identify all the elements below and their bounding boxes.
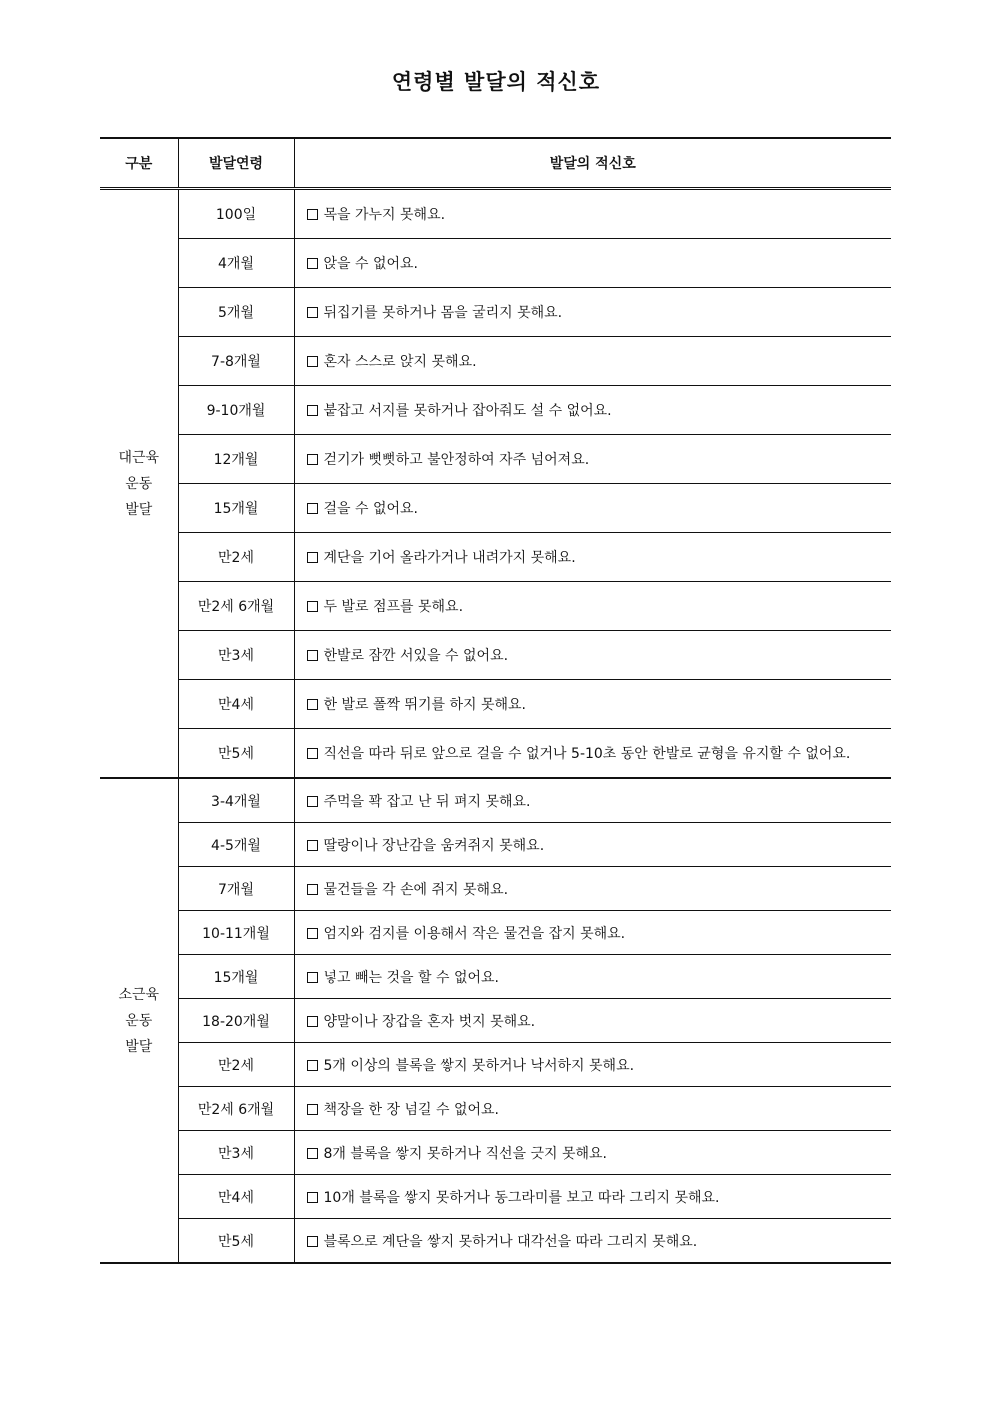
table-row [100,189,891,239]
age-cell: 만2세 [178,533,294,582]
sign-cell [294,1131,891,1175]
age-cell: 3-4개월 [178,778,294,823]
sign-cell [294,729,891,779]
header-category: 구분 [100,138,178,189]
checkbox-icon [307,1104,318,1115]
age-cell: 10-11개월 [178,911,294,955]
table-row [100,680,891,729]
age-cell: 12개월 [178,435,294,484]
age-cell: 9-10개월 [178,386,294,435]
checkbox-icon [307,1148,318,1159]
category-label-line: 발달 [125,1038,153,1055]
category-cell [100,189,178,779]
checkbox-icon [307,884,318,895]
age-cell: 15개월 [178,955,294,999]
age-cell: 만2세 [178,1043,294,1087]
age-cell: 4개월 [178,239,294,288]
checkbox-icon [307,552,318,563]
age-cell: 100일 [178,189,294,239]
sign-cell [294,867,891,911]
checkbox-icon [307,972,318,983]
table-header-row [100,138,891,189]
checkbox-icon [307,1016,318,1027]
sign-text: 앉을 수 없어요. [323,256,418,272]
sign-cell [294,911,891,955]
header-age: 발달연령 [178,138,294,189]
sign-cell [294,288,891,337]
category-label-line: 발달 [125,501,153,518]
sign-text: 목을 가누지 못해요. [323,207,446,223]
page-title: 연령별 발달의 적신호 [391,70,601,94]
sign-text: 뒤집기를 못하거나 몸을 굴리지 못해요. [323,305,563,321]
table-row [100,1219,891,1264]
age-cell: 5개월 [178,288,294,337]
sign-cell [294,582,891,631]
table-row [100,288,891,337]
table-row [100,823,891,867]
sign-text: 엄지와 검지를 이용해서 작은 물건을 잡지 못해요. [323,925,626,942]
sign-cell [294,680,891,729]
sign-cell [294,778,891,823]
table-row [100,1131,891,1175]
table-row [100,337,891,386]
category-label-line: 운동 [125,1012,153,1029]
category-label-line: 대근육 [118,449,160,466]
sign-text: 양말이나 장갑을 혼자 벗지 못해요. [323,1013,536,1030]
sign-cell [294,1043,891,1087]
age-cell: 만4세 [178,680,294,729]
category-label-line: 운동 [125,475,153,492]
sign-text: 한발로 잠깐 서있을 수 없어요. [323,648,509,664]
sign-text: 블록으로 계단을 쌓지 못하거나 대각선을 따라 그리지 못해요. [323,1233,698,1250]
table-row [100,778,891,823]
sign-text: 주먹을 꽉 잡고 난 뒤 펴지 못해요. [323,793,531,810]
table-row [100,911,891,955]
sign-text: 10개 블록을 쌓지 못하거나 동그라미를 보고 따라 그리지 못해요. [323,1189,720,1206]
age-cell: 만2세 6개월 [178,1087,294,1131]
table-row [100,1087,891,1131]
age-cell: 만5세 [178,729,294,779]
checkbox-icon [307,258,318,269]
sign-cell [294,999,891,1043]
table-row [100,533,891,582]
age-cell: 18-20개월 [178,999,294,1043]
sign-cell [294,435,891,484]
table-row [100,631,891,680]
sign-text: 책장을 한 장 넘길 수 없어요. [323,1101,499,1118]
checkbox-icon [307,650,318,661]
sign-cell [294,386,891,435]
checkbox-icon [307,405,318,416]
table-row [100,999,891,1043]
table-row [100,729,891,779]
table-row [100,1175,891,1219]
sign-text: 8개 블록을 쌓지 못하거나 직선을 긋지 못해요. [323,1145,607,1162]
table-row [100,386,891,435]
age-cell: 만2세 6개월 [178,582,294,631]
sign-cell [294,189,891,239]
sign-text: 딸랑이나 장난감을 움켜쥐지 못해요. [323,837,545,854]
checkbox-icon [307,307,318,318]
sign-cell [294,1175,891,1219]
checkbox-icon [307,840,318,851]
age-cell: 7개월 [178,867,294,911]
age-cell: 만3세 [178,1131,294,1175]
sign-text: 5개 이상의 블록을 쌓지 못하거나 낙서하지 못해요. [323,1057,635,1074]
age-cell: 7-8개월 [178,337,294,386]
sign-cell [294,955,891,999]
table-row [100,867,891,911]
checkbox-icon [307,454,318,465]
checkbox-icon [307,796,318,807]
checkbox-icon [307,503,318,514]
table-row [100,1043,891,1087]
sign-text: 물건들을 각 손에 쥐지 못해요. [323,881,509,898]
checkbox-icon [307,601,318,612]
sign-text: 한 발로 폴짝 뛰기를 하지 못해요. [323,697,527,713]
sign-text: 붙잡고 서지를 못하거나 잡아줘도 설 수 없어요. [323,403,612,419]
age-cell: 만3세 [178,631,294,680]
sign-cell [294,484,891,533]
checkbox-icon [307,699,318,710]
sign-text: 계단을 기어 올라가거나 내려가지 못해요. [323,550,576,566]
checkbox-icon [307,748,318,759]
sign-text: 직선을 따라 뒤로 앞으로 걸을 수 없거나 5-10초 동안 한발로 균형을 유지할 수 없어요. [323,746,851,762]
sign-cell [294,1087,891,1131]
checkbox-icon [307,1192,318,1203]
table-row [100,582,891,631]
sign-cell [294,823,891,867]
table-row [100,435,891,484]
sign-cell [294,533,891,582]
checkbox-icon [307,356,318,367]
table-body [100,189,891,1264]
checkbox-icon [307,928,318,939]
category-cell [100,778,178,1263]
sign-cell [294,631,891,680]
sign-text: 걷기가 뻣뻣하고 불안정하여 자주 넘어져요. [323,452,590,468]
age-cell: 15개월 [178,484,294,533]
table-row [100,955,891,999]
sign-text: 혼자 스스로 앉지 못해요. [323,354,477,370]
age-cell: 만4세 [178,1175,294,1219]
sign-text: 넣고 빼는 것을 할 수 없어요. [323,969,499,986]
checkbox-icon [307,209,318,220]
sign-cell [294,1219,891,1264]
sign-cell [294,337,891,386]
checkbox-icon [307,1060,318,1071]
category-label-line: 소근육 [118,986,160,1003]
sign-text: 걸을 수 없어요. [323,501,418,517]
sign-cell [294,239,891,288]
age-cell: 4-5개월 [178,823,294,867]
sign-text: 두 발로 점프를 못해요. [323,599,464,615]
table-row [100,239,891,288]
age-cell: 만5세 [178,1219,294,1264]
development-warning-table [100,137,891,1264]
table-row [100,484,891,533]
checkbox-icon [307,1236,318,1247]
header-sign: 발달의 적신호 [294,138,891,189]
